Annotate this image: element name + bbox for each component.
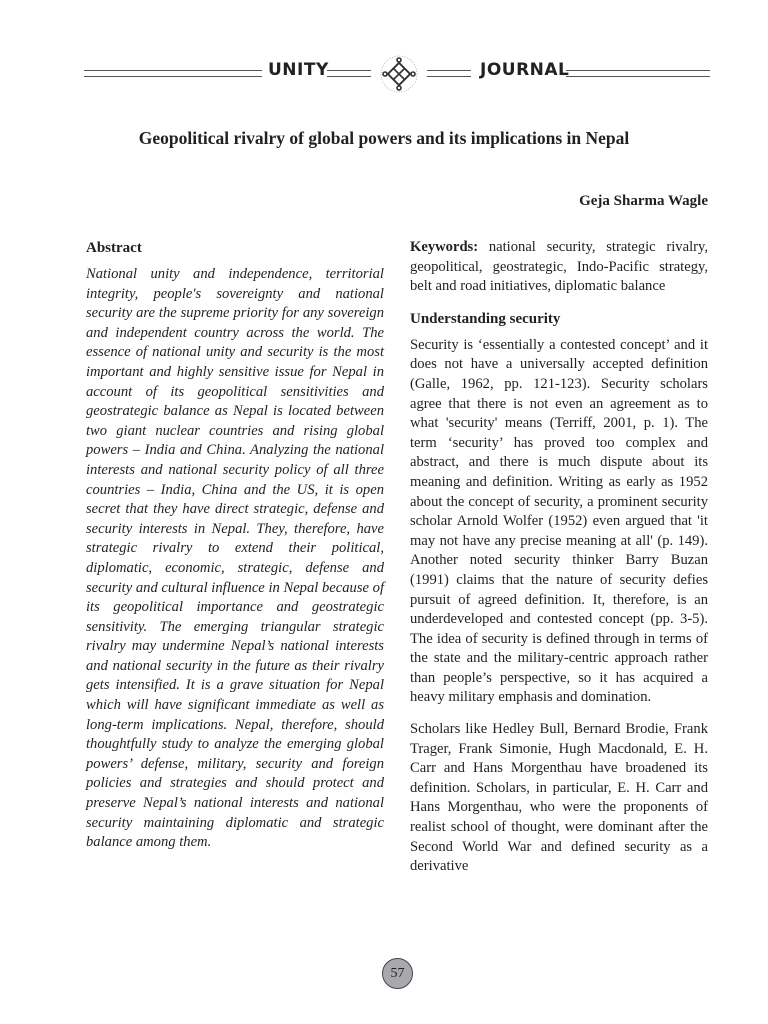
- header-rule: [566, 70, 710, 77]
- article-author: Geja Sharma Wagle: [579, 193, 708, 209]
- body-paragraph: Security is ‘essentially a contested concept’ and it does not have a universally accepted definition (Galle, 1962, pp. 121-123). Security scholars agree that there is not even an agreement as to what 'security' means (Terriff, 2001, p. 1). The term ‘security’ has proved too complex and abstract, and there is much dispute about its meaning and definition. Writing as early as 1952 about the concept of security, a prominent security scholar Arnold Wolfer (1952) even argued that 'it may not have any precise meaning at all' (p. 149). Another noted security thinker Barry Buzan (1991) claims that the nature of security defies pursuit of agreed definition. It, therefore, is an underdeveloped and contested concept (pp. 3-5). The idea of security is defined through in terms of the state and the military-centric approach rather than people’s perspective, so it has acquired a heavy military emphasis and domination.: [410, 336, 708, 706]
- abstract-column: [86, 238, 384, 865]
- journal-header: [84, 54, 710, 94]
- body-paragraph: Scholars like Hedley Bull, Bernard Brodie, Frank Trager, Frank Simonie, Hugh Macdonald, E. H. Carr and Hans Morgenthau have broadened its definition. Scholars, in particular, E. H. Carr and Hans Morgenthau, who were the proponents of realist school of thought, were dominant after the Second World War and defined security as a derivative: [410, 721, 708, 875]
- body-column: [410, 238, 708, 889]
- abstract-heading: Abstract: [86, 240, 142, 256]
- header-unity-word: UNITY: [268, 60, 329, 80]
- abstract-text: National unity and independence, territorial integrity, people's sovereignty and national security are the supreme priority for any sovereign and independent country across the world. The essence of national unity and security is the most important and highly sensitive issue for Nepal in account of its geopolitical sensitivities and geostrategic balance as Nepal is located between two giant nuclear countries and rising global powers – India and China. Analyzing the national interests and national security policy of all three countries – India, China and the US, it is open secret that they have direct strategic, defense and security interests in Nepal. They, therefore, have strategic rivalry to extend their political, diplomatic, economic, strategic, defense and security and cultural influence in Nepal because of its geopolitical importance and geostrategic sensitivity. The emerging triangular strategic rivalry may undermine Nepal’s national interests and national security in the future as their rivalry gets intensified. It is a grave situation for Nepal which will have significant immediate as well as long-term implications. Nepal, therefore, should thoughtfully study to analyze the emerging global powers’ defense, military, security and foreign policies and strategies and should protect and preserve Nepal’s national interests and national security maintaining diplomatic and strategic balance among them.: [86, 266, 384, 851]
- header-rule: [84, 70, 262, 77]
- keywords-paragraph: [410, 238, 708, 297]
- keywords-label: Keywords:: [410, 239, 479, 255]
- header-rule: [427, 70, 471, 77]
- article-title: Geopolitical rivalry of global powers and its implications in Nepal: [138, 128, 630, 148]
- header-rule: [327, 70, 371, 77]
- endless-knot-logo-icon: [377, 54, 421, 94]
- page-number: 57: [382, 958, 413, 989]
- section-heading: Understanding security: [410, 310, 561, 327]
- keywords-text: national security, strategic rivalry, geopolitical, geostrategic, Indo-Pacific strategy, belt and road initiatives, diplomatic balance: [410, 239, 708, 295]
- header-journal-word: JOURNAL: [480, 60, 570, 80]
